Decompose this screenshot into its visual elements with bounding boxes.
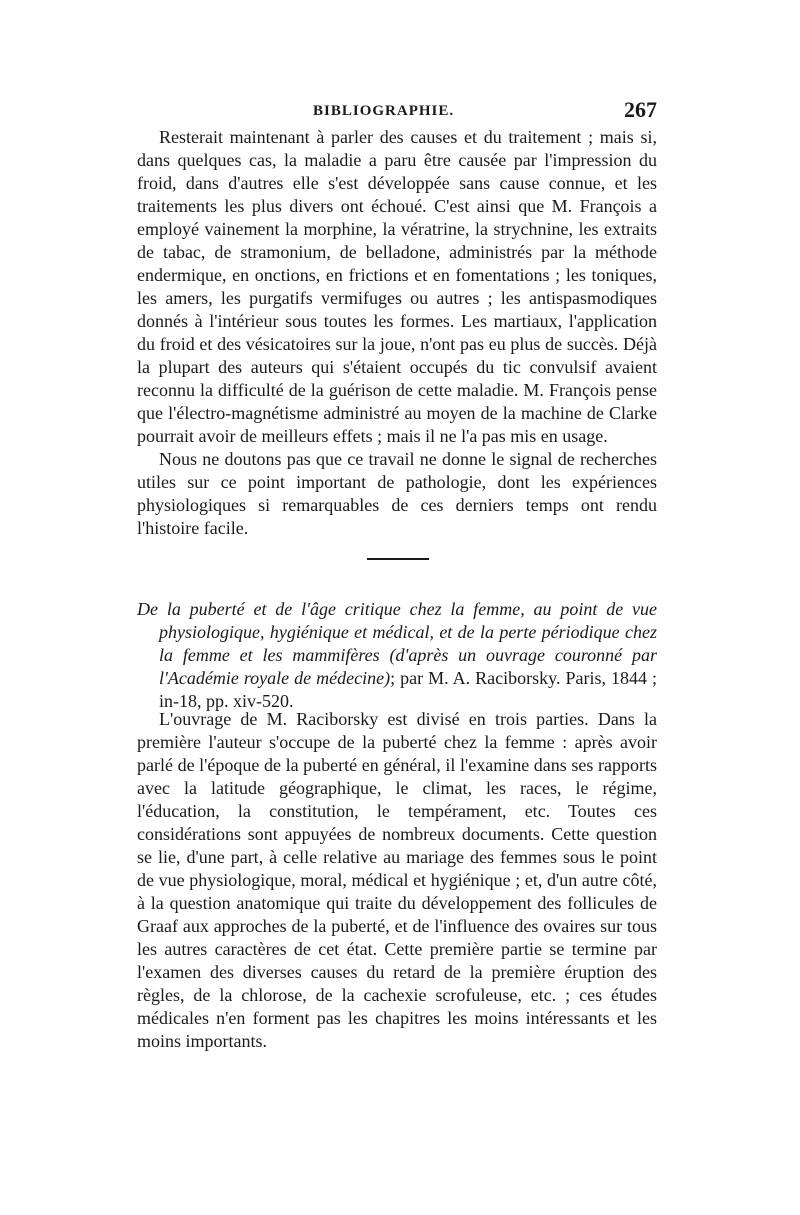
body-text-top — [137, 126, 657, 540]
entry-author-publication: ; par M. A. Raciborsky. Paris, 1844 ; in-18, pp. xiv-520. — [159, 668, 657, 711]
entry-title: De la puberté et de l'âge critique chez la femme, au point de vue physiologique, hygiénique et médical, et de la perte périodique chez la femme et les mammifères (d'après un ouvrage couronné par l'Académie royale de médecine) — [137, 599, 657, 688]
entry-citation — [137, 598, 657, 713]
page-header — [137, 97, 657, 127]
page-number: 267 — [624, 97, 657, 122]
paragraph-conclusion: Nous ne doutons pas que ce travail ne donne le signal de recherches utiles sur ce point important de pathologie, dont les expériences physiologiques si remarquables de ces derniers temps ont rendu l'histoire facile. — [137, 449, 657, 538]
paragraph-treatment: Resterait maintenant à parler des causes et du traitement ; mais si, dans quelques cas, la maladie a paru être causée par l'impression du froid, dans d'autres elle s'est développée sans cause connue, et les traitements les plus divers ont échoué. C'est ainsi que M. François a employé vainement la morphine, la vératrine, la strychnine, les extraits de tabac, de stramonium, de belladone, administrés par la méthode endermique, en onctions, en frictions et en fomentations ; les toniques, les amers, les purgatifs vermifuges ou autres ; les antispasmodiques donnés à l'intérieur sous toutes les formes. Les martiaux, l'application du froid et des vésicatoires sur la joue, n'ont pas eu plus de succès. Déjà la plupart des auteurs qui s'étaient occupés du tic convulsif avaient reconnu la difficulté de la guérison de cette maladie. M. François pense que l'électro-magnétisme administré au moyen de la machine de Clarke pourrait avoir de meilleurs effets ; mais il ne l'a pas mis en usage. — [137, 127, 657, 446]
paragraph-review: L'ouvrage de M. Raciborsky est divisé en trois parties. Dans la première l'auteur s'occupe de la puberté chez la femme : après avoir parlé de l'époque de la puberté en général, il l'examine dans ses rapports avec la latitude géographique, le climat, les races, le régime, l'éducation, la constitution, le tempérament, etc. Toutes ces considérations sont appuyées de nombreux documents. Cette question se lie, d'une part, à celle relative au mariage des femmes sous le point de vue physiologique, moral, médical et hygiénique ; et, d'un autre côté, à la question anatomique qui traite du développement des follicules de Graaf aux approches de la puberté, et de l'influence des ovaires sur tous les autres caractères de cet état. Cette première partie se termine par l'examen des diverses causes du retard de la première éruption des règles, de la chlorose, de la cachexie scrofuleuse, etc. ; ces études médicales n'en forment pas les chapitres les moins intéressants et les moins importants. — [137, 709, 657, 1051]
running-head: BIBLIOGRAPHIE. — [313, 103, 455, 119]
section-divider — [367, 558, 429, 560]
body-text-review — [137, 708, 657, 1053]
